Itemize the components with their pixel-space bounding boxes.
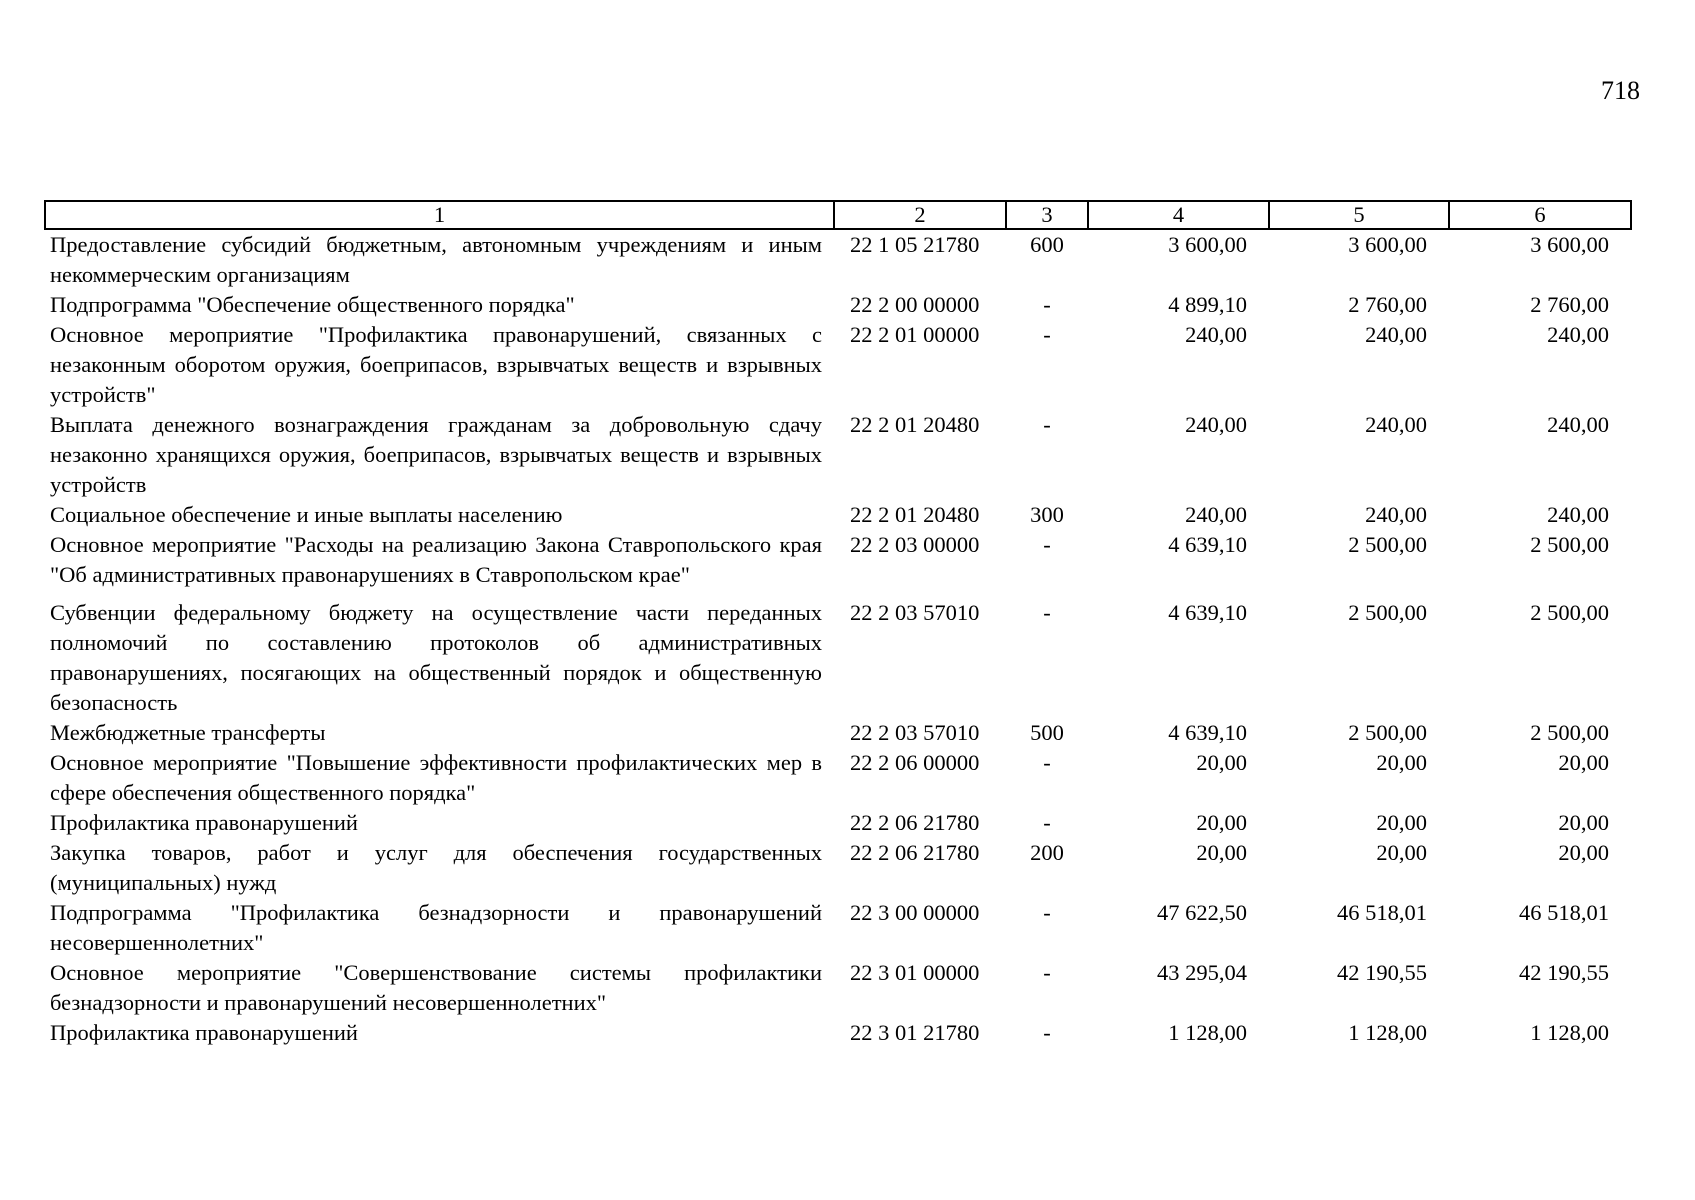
row-value-col5: 20,00 <box>1376 750 1427 775</box>
row-code: 22 3 00 00000 <box>850 900 980 925</box>
row-value-col4: 240,00 <box>1185 322 1247 347</box>
row-value-col6: 3 600,00 <box>1530 232 1609 257</box>
row-name: Основное мероприятие "Расходы на реализацию Закона Ставропольского края "Об административных правонарушениях в Ставропольском крае" <box>50 532 822 587</box>
row-code: 22 2 00 00000 <box>850 292 980 317</box>
row-value-col6: 42 190,55 <box>1519 960 1609 985</box>
table-row <box>45 290 1631 320</box>
row-value-col4: 47 622,50 <box>1157 900 1247 925</box>
row-value-col5: 240,00 <box>1365 412 1427 437</box>
row-value-col6: 20,00 <box>1558 840 1609 865</box>
row-value-col5: 2 500,00 <box>1348 720 1427 745</box>
row-value-col4: 4 639,10 <box>1168 532 1247 557</box>
row-code: 22 2 06 21780 <box>850 810 980 835</box>
row-value-col5: 3 600,00 <box>1348 232 1427 257</box>
table-row <box>45 530 1631 590</box>
row-code: 22 2 01 20480 <box>850 502 980 527</box>
row-name: Основное мероприятие "Совершенствование системы профилактики безнадзорности и правонарушений несовершеннолетних" <box>50 960 822 1015</box>
row-type: 300 <box>1030 502 1064 527</box>
row-code: 22 2 06 21780 <box>850 840 980 865</box>
table-row <box>45 229 1631 290</box>
column-header: 4 <box>1088 201 1269 229</box>
row-type: 600 <box>1030 232 1064 257</box>
row-type: - <box>1043 900 1051 925</box>
row-name: Подпрограмма "Профилактика безнадзорности и правонарушений несовершеннолетних" <box>50 900 822 955</box>
row-code: 22 3 01 21780 <box>850 1020 980 1045</box>
table-row <box>45 500 1631 530</box>
row-value-col4: 4 639,10 <box>1168 600 1247 625</box>
table-row <box>45 590 1631 718</box>
row-value-col4: 20,00 <box>1196 840 1247 865</box>
row-value-col5: 240,00 <box>1365 502 1427 527</box>
row-name: Выплата денежного вознаграждения гражданам за добровольную сдачу незаконно хранящихся оружия, боеприпасов, взрывчатых веществ и взрывных устройств <box>50 412 822 497</box>
table-row <box>45 718 1631 748</box>
row-name: Субвенции федеральному бюджету на осуществление части переданных полномочий по составлению протоколов об административных правонарушениях, посягающих на общественный порядок и общественную безопасность <box>50 600 822 715</box>
row-type: - <box>1043 532 1051 557</box>
row-value-col6: 2 760,00 <box>1530 292 1609 317</box>
row-value-col5: 20,00 <box>1376 840 1427 865</box>
table-row <box>45 748 1631 808</box>
row-value-col4: 4 899,10 <box>1168 292 1247 317</box>
row-value-col5: 2 500,00 <box>1348 532 1427 557</box>
column-header: 6 <box>1449 201 1631 229</box>
row-value-col4: 240,00 <box>1185 502 1247 527</box>
row-value-col4: 20,00 <box>1196 810 1247 835</box>
row-code: 22 3 01 00000 <box>850 960 980 985</box>
table-row <box>45 320 1631 410</box>
row-value-col4: 3 600,00 <box>1168 232 1247 257</box>
row-name: Межбюджетные трансферты <box>50 720 326 745</box>
row-value-col5: 42 190,55 <box>1337 960 1427 985</box>
table-row <box>45 808 1631 838</box>
table-row <box>45 410 1631 500</box>
column-header: 1 <box>45 201 834 229</box>
row-value-col6: 2 500,00 <box>1530 600 1609 625</box>
row-code: 22 2 03 57010 <box>850 720 980 745</box>
row-code: 22 1 05 21780 <box>850 232 980 257</box>
row-code: 22 2 06 00000 <box>850 750 980 775</box>
row-type: - <box>1043 412 1051 437</box>
row-type: - <box>1043 322 1051 347</box>
row-code: 22 2 01 20480 <box>850 412 980 437</box>
row-value-col6: 46 518,01 <box>1519 900 1609 925</box>
column-header: 3 <box>1006 201 1088 229</box>
row-value-col4: 240,00 <box>1185 412 1247 437</box>
table-body <box>45 229 1631 1048</box>
row-code: 22 2 03 00000 <box>850 532 980 557</box>
row-value-col6: 20,00 <box>1558 810 1609 835</box>
row-value-col4: 4 639,10 <box>1168 720 1247 745</box>
page-number: 718 <box>1601 76 1640 105</box>
row-type: - <box>1043 292 1051 317</box>
row-name: Профилактика правонарушений <box>50 1020 358 1045</box>
column-header: 2 <box>834 201 1006 229</box>
table-row <box>45 898 1631 958</box>
row-code: 22 2 01 00000 <box>850 322 980 347</box>
row-value-col5: 240,00 <box>1365 322 1427 347</box>
row-value-col4: 1 128,00 <box>1168 1020 1247 1045</box>
row-value-col5: 2 760,00 <box>1348 292 1427 317</box>
row-value-col5: 46 518,01 <box>1337 900 1427 925</box>
row-name: Закупка товаров, работ и услуг для обеспечения государственных (муниципальных) нужд <box>50 840 822 895</box>
row-type: - <box>1043 810 1051 835</box>
row-name: Основное мероприятие "Повышение эффективности профилактических мер в сфере обеспечения общественного порядка" <box>50 750 822 805</box>
row-code: 22 2 03 57010 <box>850 600 980 625</box>
row-type: 500 <box>1030 720 1064 745</box>
row-type: 200 <box>1030 840 1064 865</box>
table-row <box>45 958 1631 1018</box>
row-type: - <box>1043 600 1051 625</box>
budget-table <box>44 200 1632 1048</box>
row-name: Профилактика правонарушений <box>50 810 358 835</box>
row-value-col6: 2 500,00 <box>1530 720 1609 745</box>
row-value-col6: 2 500,00 <box>1530 532 1609 557</box>
row-value-col6: 20,00 <box>1558 750 1609 775</box>
table-row <box>45 1018 1631 1048</box>
row-value-col4: 43 295,04 <box>1157 960 1247 985</box>
row-name: Социальное обеспечение и иные выплаты населению <box>50 502 563 527</box>
row-name: Основное мероприятие "Профилактика правонарушений, связанных с незаконным оборотом оружия, боеприпасов, взрывчатых веществ и взрывных устройств" <box>50 322 822 407</box>
row-value-col4: 20,00 <box>1196 750 1247 775</box>
row-value-col6: 240,00 <box>1547 322 1609 347</box>
row-name: Предоставление субсидий бюджетным, автономным учреждениям и иным некоммерческим организациям <box>50 232 822 287</box>
column-number-row <box>45 201 1631 229</box>
row-value-col6: 240,00 <box>1547 502 1609 527</box>
row-type: - <box>1043 750 1051 775</box>
row-value-col6: 240,00 <box>1547 412 1609 437</box>
row-value-col5: 20,00 <box>1376 810 1427 835</box>
row-value-col6: 1 128,00 <box>1530 1020 1609 1045</box>
row-value-col5: 1 128,00 <box>1348 1020 1427 1045</box>
row-type: - <box>1043 960 1051 985</box>
row-value-col5: 2 500,00 <box>1348 600 1427 625</box>
row-type: - <box>1043 1020 1051 1045</box>
table-row <box>45 838 1631 898</box>
row-name: Подпрограмма "Обеспечение общественного порядка" <box>50 292 575 317</box>
column-header: 5 <box>1269 201 1449 229</box>
